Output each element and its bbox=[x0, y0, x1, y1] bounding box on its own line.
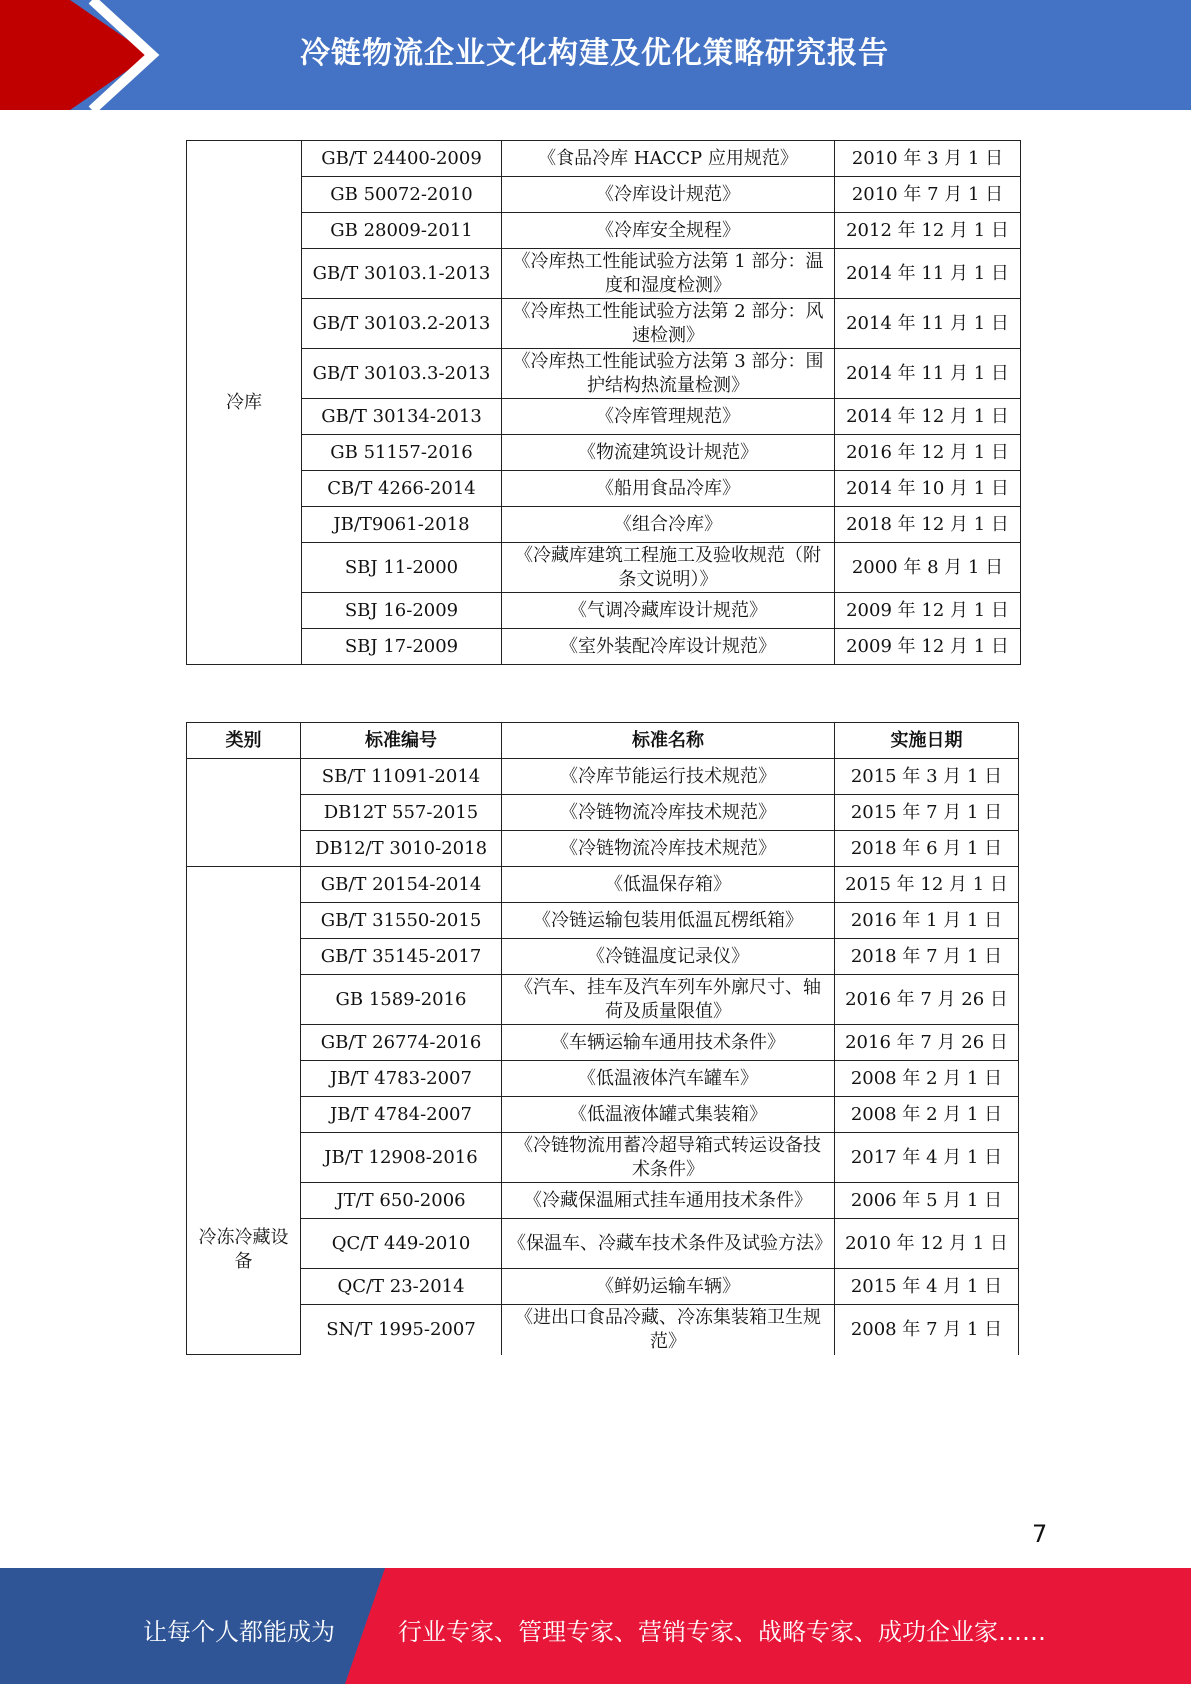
standard-name-cell: 《冷库热工性能试验方法第 2 部分：风速检测》 bbox=[502, 299, 835, 349]
standard-code-cell: SBJ 16-2009 bbox=[302, 593, 502, 629]
category-cell bbox=[187, 759, 301, 867]
implementation-date-cell: 2006 年 5 月 1 日 bbox=[835, 1183, 1019, 1219]
standard-name-cell: 《低温保存箱》 bbox=[502, 867, 835, 903]
implementation-date-cell: 2014 年 11 月 1 日 bbox=[835, 349, 1021, 399]
table-row bbox=[187, 213, 1021, 249]
implementation-date-cell: 2015 年 12 月 1 日 bbox=[835, 867, 1019, 903]
standard-name-cell: 《低温液体汽车罐车》 bbox=[502, 1061, 835, 1097]
standard-code-cell: QC/T 23-2014 bbox=[301, 1269, 502, 1305]
standard-code-cell: GB/T 20154-2014 bbox=[301, 867, 502, 903]
standard-code-cell: CB/T 4266-2014 bbox=[302, 471, 502, 507]
table-row bbox=[187, 593, 1021, 629]
standard-code-cell: JB/T9061-2018 bbox=[302, 507, 502, 543]
standard-name-cell: 《冷链物流冷库技术规范》 bbox=[502, 831, 835, 867]
category-cell: 冷冻冷藏设备 bbox=[187, 867, 301, 1355]
standard-code-cell: SB/T 11091-2014 bbox=[301, 759, 502, 795]
table-row bbox=[187, 759, 1019, 795]
implementation-date-cell: 2014 年 11 月 1 日 bbox=[835, 299, 1021, 349]
table-row bbox=[187, 1025, 1019, 1061]
table-row bbox=[187, 831, 1019, 867]
standard-code-cell: SBJ 17-2009 bbox=[302, 629, 502, 665]
table-row bbox=[187, 349, 1021, 399]
report-title: 冷链物流企业文化构建及优化策略研究报告 bbox=[300, 36, 889, 71]
table-row bbox=[187, 939, 1019, 975]
standards-table-equipment bbox=[186, 722, 1019, 1355]
standard-name-cell: 《冷库热工性能试验方法第 1 部分：温度和湿度检测》 bbox=[502, 249, 835, 299]
table-row bbox=[187, 543, 1021, 593]
standard-code-cell: GB/T 30103.3-2013 bbox=[302, 349, 502, 399]
standard-name-cell: 《船用食品冷库》 bbox=[502, 471, 835, 507]
implementation-date-cell: 2014 年 11 月 1 日 bbox=[835, 249, 1021, 299]
standard-code-cell: JT/T 650-2006 bbox=[301, 1183, 502, 1219]
implementation-date-cell: 2015 年 7 月 1 日 bbox=[835, 795, 1019, 831]
implementation-date-cell: 2009 年 12 月 1 日 bbox=[835, 593, 1021, 629]
implementation-date-cell: 2017 年 4 月 1 日 bbox=[835, 1133, 1019, 1183]
standard-name-cell: 《鲜奶运输车辆》 bbox=[502, 1269, 835, 1305]
implementation-date-cell: 2018 年 6 月 1 日 bbox=[835, 831, 1019, 867]
table-row bbox=[187, 903, 1019, 939]
implementation-date-cell: 2012 年 12 月 1 日 bbox=[835, 213, 1021, 249]
standard-code-cell: GB/T 26774-2016 bbox=[301, 1025, 502, 1061]
header-name: 标准名称 bbox=[502, 723, 835, 759]
standard-name-cell: 《冷库节能运行技术规范》 bbox=[502, 759, 835, 795]
standard-code-cell: DB12T 557-2015 bbox=[301, 795, 502, 831]
standard-code-cell: GB/T 30103.1-2013 bbox=[302, 249, 502, 299]
standard-code-cell: GB 50072-2010 bbox=[302, 177, 502, 213]
standard-name-cell: 《组合冷库》 bbox=[502, 507, 835, 543]
footer-slogan-right: 行业专家、管理专家、营销专家、战略专家、成功企业家…… bbox=[398, 1618, 1046, 1646]
standard-code-cell: QC/T 449-2010 bbox=[301, 1219, 502, 1269]
implementation-date-cell: 2016 年 7 月 26 日 bbox=[835, 975, 1019, 1025]
standard-name-cell: 《物流建筑设计规范》 bbox=[502, 435, 835, 471]
standard-name-cell: 《保温车、冷藏车技术条件及试验方法》 bbox=[502, 1219, 835, 1269]
standard-code-cell: GB/T 30134-2013 bbox=[302, 399, 502, 435]
implementation-date-cell: 2015 年 3 月 1 日 bbox=[835, 759, 1019, 795]
table-row bbox=[187, 1133, 1019, 1183]
standards-table-cold-storage bbox=[186, 140, 1021, 665]
implementation-date-cell: 2018 年 7 月 1 日 bbox=[835, 939, 1019, 975]
standard-code-cell: GB/T 24400-2009 bbox=[302, 141, 502, 177]
standard-name-cell: 《冷链温度记录仪》 bbox=[502, 939, 835, 975]
standard-name-cell: 《汽车、挂车及汽车列车外廓尺寸、轴荷及质量限值》 bbox=[502, 975, 835, 1025]
implementation-date-cell: 2018 年 12 月 1 日 bbox=[835, 507, 1021, 543]
table-row bbox=[187, 435, 1021, 471]
implementation-date-cell: 2016 年 7 月 26 日 bbox=[835, 1025, 1019, 1061]
implementation-date-cell: 2014 年 12 月 1 日 bbox=[835, 399, 1021, 435]
table-row bbox=[187, 249, 1021, 299]
standard-code-cell: DB12/T 3010-2018 bbox=[301, 831, 502, 867]
standard-name-cell: 《气调冷藏库设计规范》 bbox=[502, 593, 835, 629]
standard-name-cell: 《冷库管理规范》 bbox=[502, 399, 835, 435]
table-row bbox=[187, 629, 1021, 665]
table-row bbox=[187, 399, 1021, 435]
standard-name-cell: 《冷库设计规范》 bbox=[502, 177, 835, 213]
table-row bbox=[187, 299, 1021, 349]
table-row bbox=[187, 471, 1021, 507]
implementation-date-cell: 2016 年 12 月 1 日 bbox=[835, 435, 1021, 471]
standard-name-cell: 《室外装配冷库设计规范》 bbox=[502, 629, 835, 665]
table-row bbox=[187, 1269, 1019, 1305]
table-header-row bbox=[187, 723, 1019, 759]
standard-code-cell: GB 1589-2016 bbox=[301, 975, 502, 1025]
standard-code-cell: JB/T 4783-2007 bbox=[301, 1061, 502, 1097]
table-row bbox=[187, 177, 1021, 213]
table-row bbox=[187, 1097, 1019, 1133]
standard-name-cell: 《低温液体罐式集装箱》 bbox=[502, 1097, 835, 1133]
implementation-date-cell: 2009 年 12 月 1 日 bbox=[835, 629, 1021, 665]
standard-name-cell: 《冷库安全规程》 bbox=[502, 213, 835, 249]
header-date: 实施日期 bbox=[835, 723, 1019, 759]
standard-code-cell: GB 28009-2011 bbox=[302, 213, 502, 249]
implementation-date-cell: 2014 年 10 月 1 日 bbox=[835, 471, 1021, 507]
standard-code-cell: JB/T 12908-2016 bbox=[301, 1133, 502, 1183]
table-row bbox=[187, 1061, 1019, 1097]
category-cell: 冷库 bbox=[187, 141, 302, 665]
implementation-date-cell: 2010 年 12 月 1 日 bbox=[835, 1219, 1019, 1269]
table-row bbox=[187, 975, 1019, 1025]
implementation-date-cell: 2010 年 7 月 1 日 bbox=[835, 177, 1021, 213]
header-category: 类别 bbox=[187, 723, 301, 759]
standard-code-cell: GB/T 30103.2-2013 bbox=[302, 299, 502, 349]
table-row bbox=[187, 1305, 1019, 1355]
table-row bbox=[187, 795, 1019, 831]
implementation-date-cell: 2008 年 7 月 1 日 bbox=[835, 1305, 1019, 1355]
page-footer bbox=[0, 1568, 1191, 1684]
implementation-date-cell: 2015 年 4 月 1 日 bbox=[835, 1269, 1019, 1305]
implementation-date-cell: 2008 年 2 月 1 日 bbox=[835, 1061, 1019, 1097]
standard-name-cell: 《冷链物流用蓄冷超导箱式转运设备技术条件》 bbox=[502, 1133, 835, 1183]
table-row bbox=[187, 867, 1019, 903]
standard-code-cell: JB/T 4784-2007 bbox=[301, 1097, 502, 1133]
standard-name-cell: 《冷藏保温厢式挂车通用技术条件》 bbox=[502, 1183, 835, 1219]
standard-code-cell: GB/T 31550-2015 bbox=[301, 903, 502, 939]
standard-name-cell: 《车辆运输车通用技术条件》 bbox=[502, 1025, 835, 1061]
implementation-date-cell: 2010 年 3 月 1 日 bbox=[835, 141, 1021, 177]
standard-code-cell: SN/T 1995-2007 bbox=[301, 1305, 502, 1355]
footer-slogan-left: 让每个人都能成为 bbox=[143, 1618, 335, 1646]
implementation-date-cell: 2016 年 1 月 1 日 bbox=[835, 903, 1019, 939]
standard-code-cell: GB/T 35145-2017 bbox=[301, 939, 502, 975]
standard-name-cell: 《进出口食品冷藏、冷冻集装箱卫生规范》 bbox=[502, 1305, 835, 1355]
standard-name-cell: 《冷库热工性能试验方法第 3 部分：围护结构热流量检测》 bbox=[502, 349, 835, 399]
table-row bbox=[187, 141, 1021, 177]
page-header bbox=[0, 0, 1191, 110]
header-code: 标准编号 bbox=[301, 723, 502, 759]
page-number: 7 bbox=[1032, 1520, 1048, 1548]
standard-code-cell: GB 51157-2016 bbox=[302, 435, 502, 471]
standard-code-cell: SBJ 11-2000 bbox=[302, 543, 502, 593]
standard-name-cell: 《食品冷库 HACCP 应用规范》 bbox=[502, 141, 835, 177]
standard-name-cell: 《冷链运输包装用低温瓦楞纸箱》 bbox=[502, 903, 835, 939]
table-row bbox=[187, 1183, 1019, 1219]
standard-name-cell: 《冷链物流冷库技术规范》 bbox=[502, 795, 835, 831]
table-row bbox=[187, 507, 1021, 543]
standard-name-cell: 《冷藏库建筑工程施工及验收规范（附条文说明）》 bbox=[502, 543, 835, 593]
implementation-date-cell: 2008 年 2 月 1 日 bbox=[835, 1097, 1019, 1133]
table-row bbox=[187, 1219, 1019, 1269]
implementation-date-cell: 2000 年 8 月 1 日 bbox=[835, 543, 1021, 593]
